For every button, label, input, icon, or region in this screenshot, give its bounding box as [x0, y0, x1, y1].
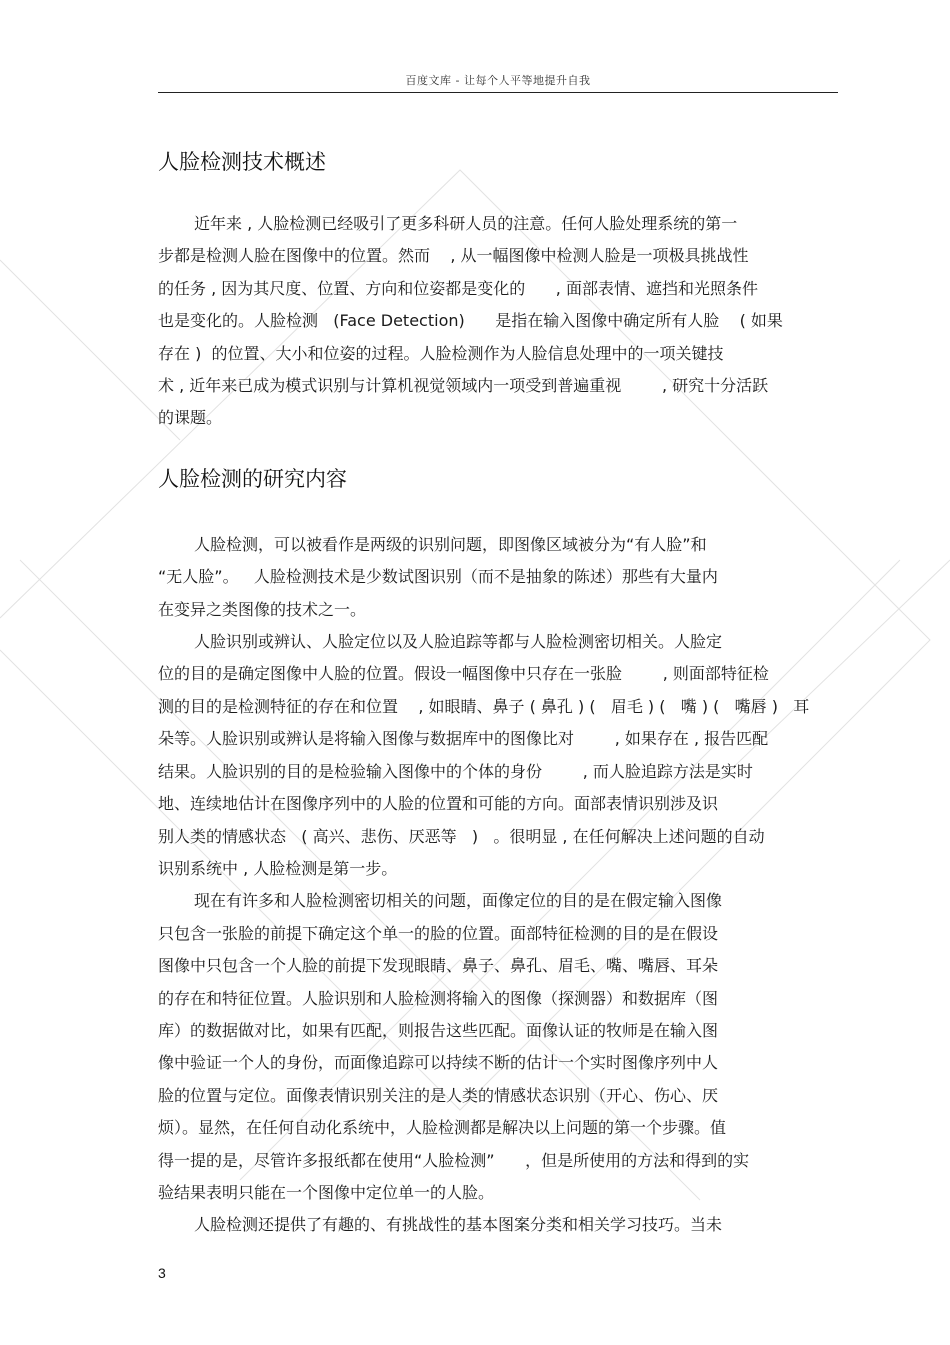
paragraph-line: 的课题。: [158, 408, 223, 428]
paragraph-line: 识别系统中 , 人脸检测是第一步。: [158, 858, 398, 878]
paragraph-line: 的存在和特征位置。人脸识别和人脸检测将输入的图像（探测器）和数据库（图: [158, 988, 719, 1008]
paragraph-line: 存在 ) 的位置、大小和位姿的过程。人脸检测作为人脸信息处理中的一项关键技: [158, 343, 724, 363]
paragraph: [158, 885, 838, 1209]
section-title: 人脸检测技术概述: [158, 150, 326, 174]
paragraph: [158, 1209, 838, 1241]
paragraph-line: 验结果表明只能在一个图像中定位单一的人脸。: [158, 1182, 495, 1202]
paragraph-line: 也是变化的。人脸检测 (Face Detection) 是指在输入图像中确定所有人脸 ( 如果: [158, 311, 783, 331]
paragraph-line: 的任务 , 因为其尺度、位置、方向和位姿都是变化的 , 面部表情、遮挡和光照条件: [158, 278, 758, 298]
paragraph-line: 得一提的是，尽管许多报纸都在使用“人脸检测” ，但是所使用的方法和得到的实: [158, 1150, 750, 1170]
page-header: 百度文库 - 让每个人平等地提升自我: [405, 74, 591, 87]
paragraph-line: 术 , 近年来已成为模式识别与计算机视觉领域内一项受到普遍重视 , 研究十分活跃: [158, 376, 769, 396]
paragraph-line: 脸的位置与定位。面像表情识别关注的是人类的情感状态识别（开心、伤心、厌: [158, 1085, 719, 1105]
paragraph-line: 烦）。显然，在任何自动化系统中，人脸检测都是解决以上问题的第一个步骤。值: [158, 1118, 727, 1138]
paragraph-line: 别人类的情感状态 ( 高兴、悲伤、厌恶等 ) 。很明显 , 在任何解决上述问题的自动: [158, 826, 765, 846]
paragraph-line: 人脸检测，可以被看作是两级的识别问题，即图像区域被分为“有人脸”和: [194, 534, 707, 554]
page-number: 3: [158, 1265, 166, 1281]
paragraph: [158, 529, 838, 626]
header-divider: [158, 92, 838, 93]
paragraph-line: 图像中只包含一个人脸的前提下发现眼睛、鼻子、鼻孔、眉毛、嘴、嘴唇、耳朵: [158, 956, 719, 976]
paragraph-line: 步都是检测人脸在图像中的位置。然而 , 从一幅图像中检测人脸是一项极具挑战性: [158, 246, 749, 266]
paragraph-line: 现在有许多和人脸检测密切相关的问题，面像定位的目的是在假定输入图像: [194, 891, 723, 911]
paragraph-line: 结果。人脸识别的目的是检验输入图像中的个体的身份 , 而人脸追踪方法是实时: [158, 761, 753, 781]
paragraph-line: 像中验证一个人的身份，而面像追踪可以持续不断的估计一个实时图像序列中人: [158, 1053, 719, 1073]
paragraph-line: 只包含一张脸的前提下确定这个单一的脸的位置。面部特征检测的目的是在假设: [158, 923, 719, 943]
paragraph-line: 在变异之类图像的技术之一。: [158, 599, 367, 619]
paragraph: [158, 626, 838, 885]
paragraph-line: 朵等。人脸识别或辨认是将输入图像与数据库中的图像比对 , 如果存在 , 报告匹配: [158, 729, 769, 749]
document-body: [158, 140, 838, 1242]
paragraph-line: 人脸检测还提供了有趣的、有挑战性的基本图案分类和相关学习技巧。当未: [194, 1215, 723, 1235]
paragraph-line: 库）的数据做对比，如果有匹配，则报告这些匹配。面像认证的牧师是在输入图: [158, 1020, 719, 1040]
paragraph: [158, 208, 838, 435]
paragraph-line: “无人脸”。 人脸检测技术是少数试图识别（而不是抽象的陈述）那些有大量内: [158, 567, 718, 587]
paragraph-line: 地、连续地估计在图像序列中的人脸的位置和可能的方向。面部表情识别涉及识: [158, 794, 719, 814]
paragraph-line: 人脸识别或辨认、人脸定位以及人脸追踪等都与人脸检测密切相关。人脸定: [194, 632, 723, 652]
paragraph-line: 测的目的是检测特征的存在和位置 , 如眼睛、鼻子 ( 鼻孔 ) ( 眉毛 ) ( 嘴 ) ( 嘴唇 ) 耳: [158, 696, 810, 716]
paragraph-line: 近年来 , 人脸检测已经吸引了更多科研人员的注意。任何人脸处理系统的第一: [194, 214, 738, 233]
paragraph-line: 位的目的是确定图像中人脸的位置。假设一幅图像中只存在一张脸 , 则面部特征检: [158, 664, 769, 684]
section-title: 人脸检测的研究内容: [158, 466, 347, 491]
